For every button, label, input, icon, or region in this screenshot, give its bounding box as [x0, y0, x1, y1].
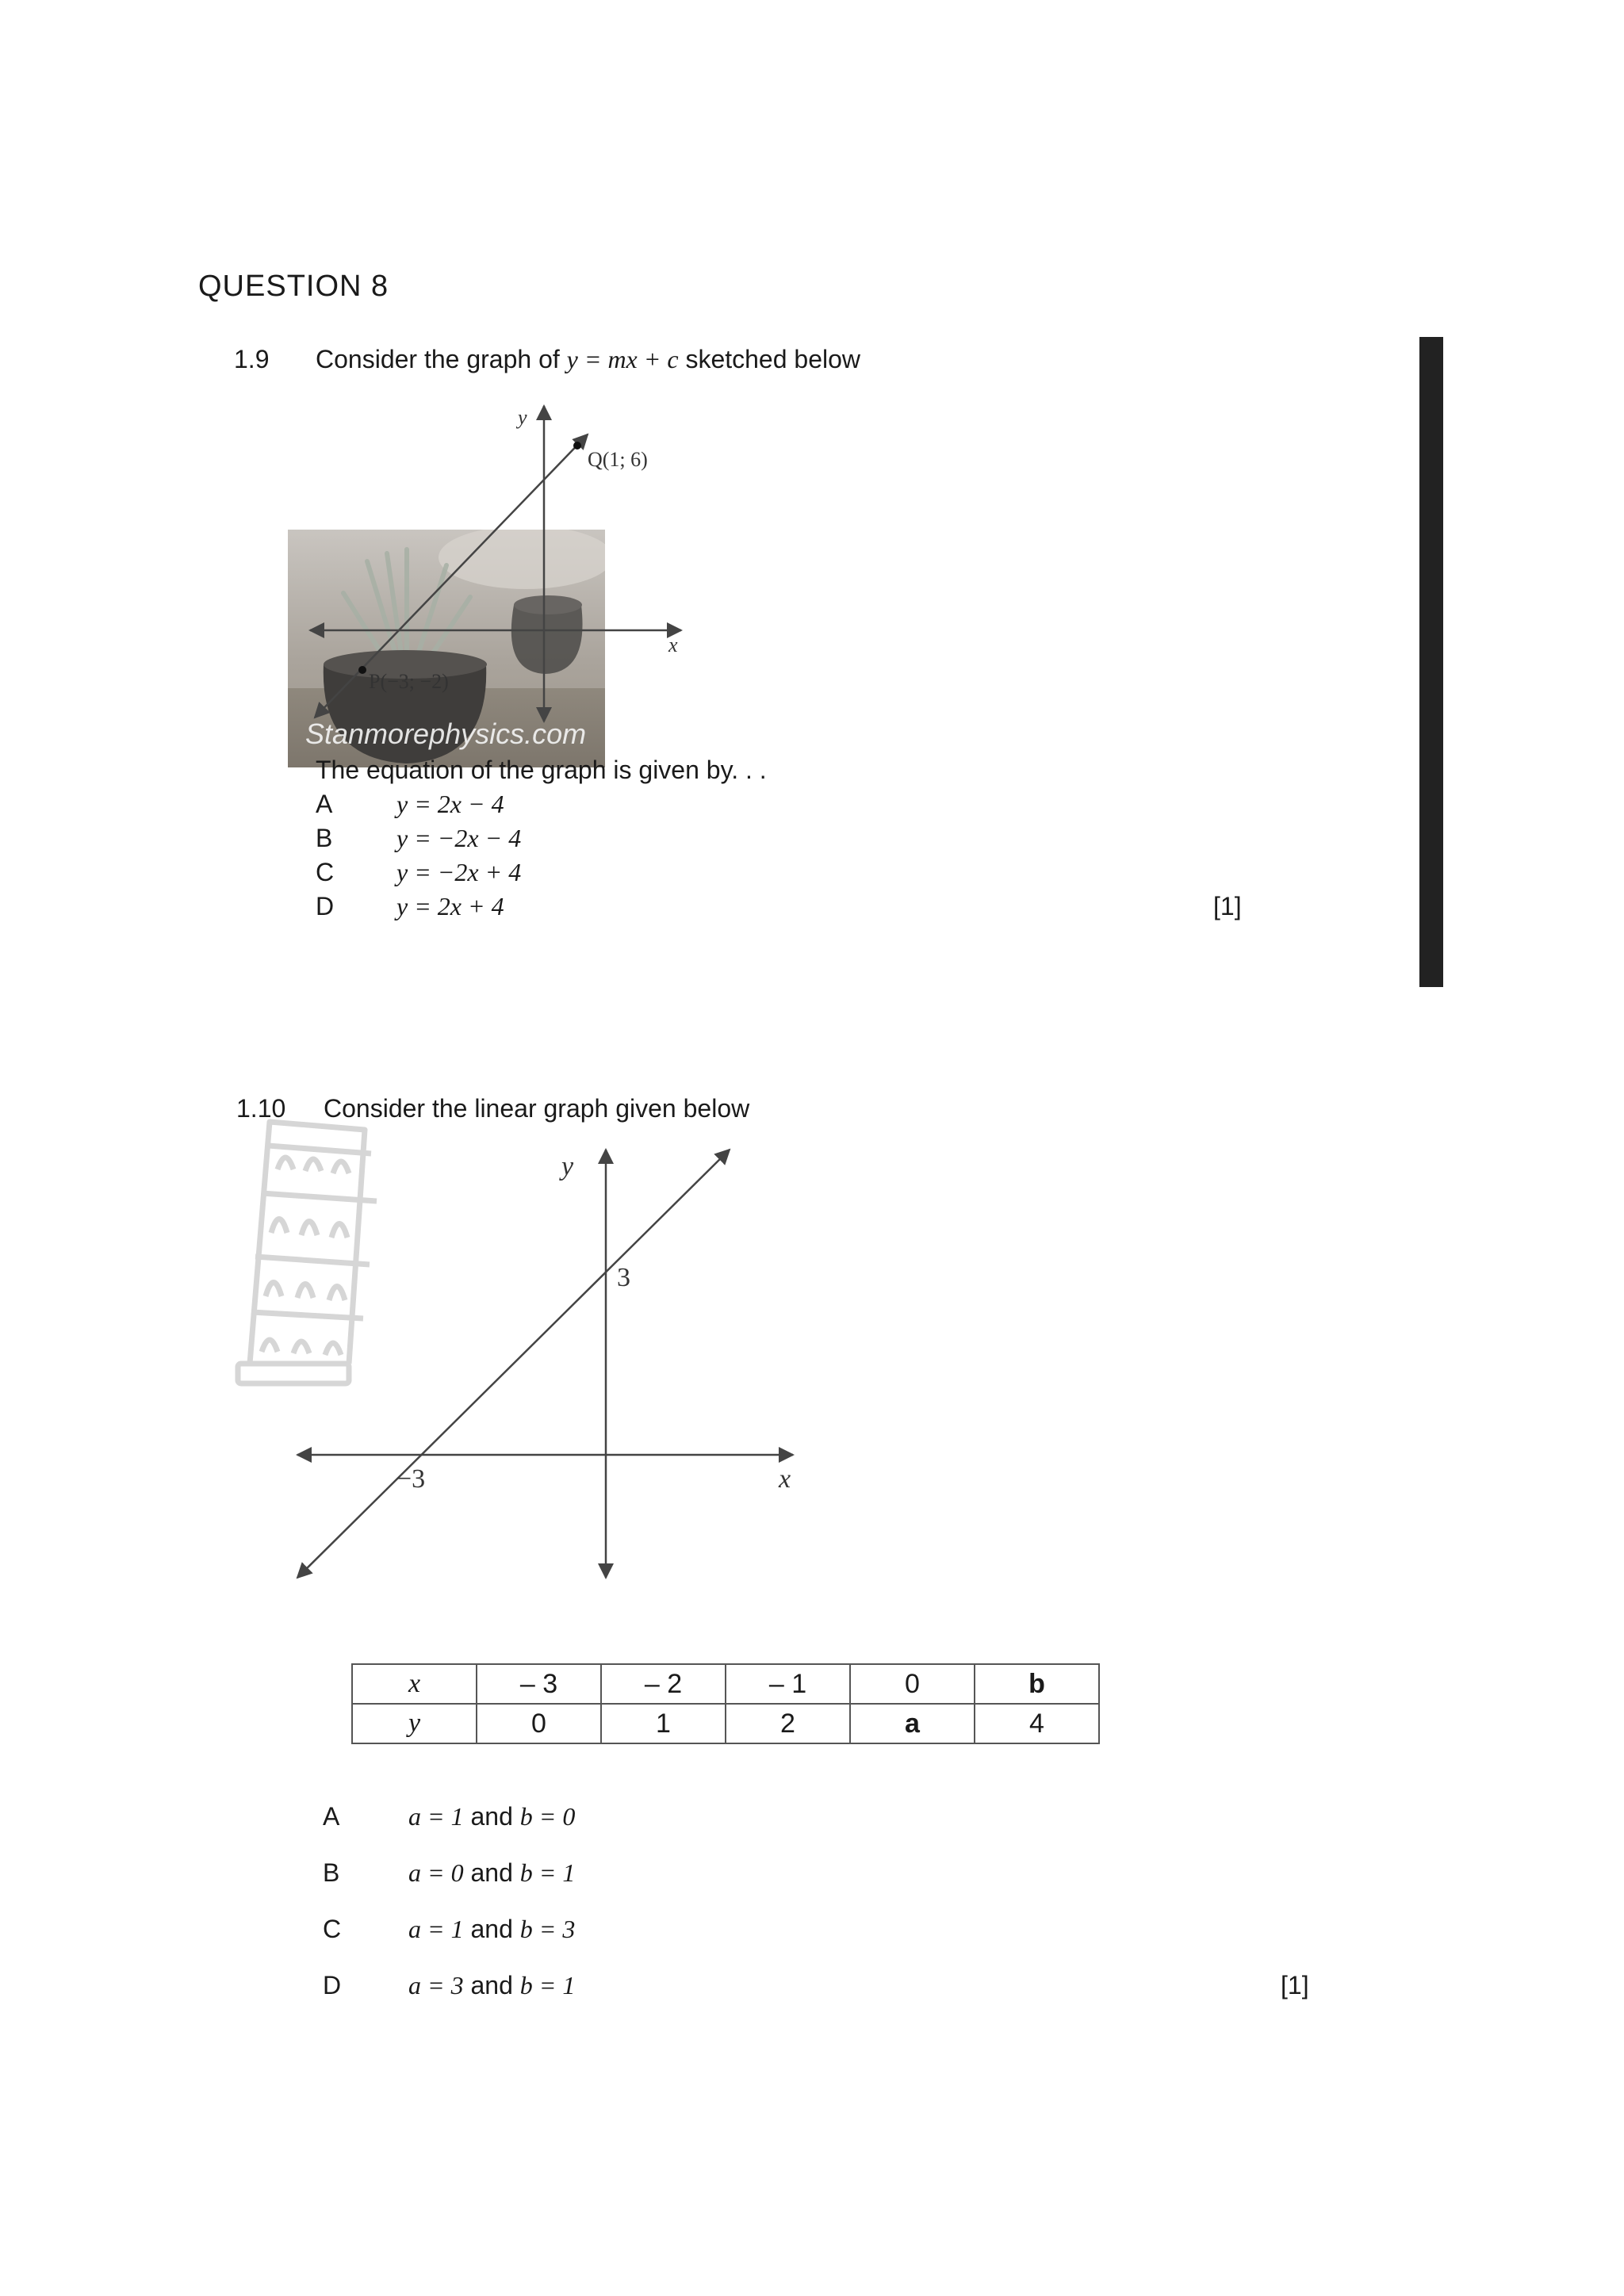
- q1-x-label: x: [668, 633, 678, 656]
- table-cell: 0: [850, 1664, 975, 1704]
- table-cell: 2: [726, 1704, 850, 1743]
- q1-point-p-label: P(−3; −2): [369, 670, 449, 693]
- q1-prompt: Consider the graph of y = mx + c sketched below: [316, 345, 861, 373]
- side-bar: [1419, 337, 1443, 987]
- q2-option-b-letter: B: [323, 1858, 340, 1887]
- table-row-y: [352, 1704, 1099, 1743]
- q1-stem: The equation of the graph is given by. . .: [316, 756, 767, 784]
- q1-option-b-text: y = −2x − 4: [396, 824, 522, 852]
- q2-value-table: [351, 1663, 1100, 1744]
- table-cell: x: [352, 1664, 477, 1704]
- watermark-text: Stanmorephysics.com: [305, 718, 587, 750]
- q2-option-d-letter: D: [323, 1971, 342, 1999]
- q2-option-d-text: a = 3 and b = 1: [408, 1971, 576, 1999]
- table-row-x: [352, 1664, 1099, 1704]
- q1-option-c-text: y = −2x + 4: [396, 858, 522, 886]
- q1-option-a-letter: A: [316, 790, 333, 818]
- table-cell: y: [352, 1704, 477, 1743]
- q2-y-label: y: [561, 1152, 574, 1181]
- q2-line: [297, 1150, 730, 1578]
- q1-option-c-letter: C: [316, 858, 335, 886]
- q1-option-d-text: y = 2x + 4: [396, 892, 504, 920]
- q2-y-intercept-label: 3: [617, 1263, 630, 1292]
- q2-graph: [285, 1142, 809, 1586]
- question-heading: QUESTION 8: [198, 270, 389, 303]
- q1-marks: [1]: [1213, 892, 1242, 920]
- q1-option-a-text: y = 2x − 4: [396, 790, 504, 818]
- q2-prompt: Consider the linear graph given below: [324, 1094, 750, 1123]
- q2-option-a-text: a = 1 and b = 0: [408, 1802, 576, 1831]
- q2-option-c-letter: C: [323, 1915, 342, 1943]
- q2-x-label: x: [779, 1464, 791, 1494]
- table-cell: – 1: [726, 1664, 850, 1704]
- q1-option-d-letter: D: [316, 892, 335, 920]
- q1-point-q: [573, 442, 581, 450]
- table-cell: 4: [975, 1704, 1099, 1743]
- q2-option-b-text: a = 0 and b = 1: [408, 1858, 576, 1887]
- q1-option-b-letter: B: [316, 824, 333, 852]
- table-cell: – 3: [477, 1664, 601, 1704]
- table-cell: 1: [601, 1704, 726, 1743]
- q1-line: [315, 434, 588, 718]
- q1-number: 1.9: [234, 345, 270, 373]
- q1-y-label: y: [518, 406, 527, 429]
- table-cell: 0: [477, 1704, 601, 1743]
- q2-option-c-text: a = 1 and b = 3: [408, 1915, 576, 1943]
- q2-marks: [1]: [1281, 1971, 1309, 1999]
- q1-point-q-label: Q(1; 6): [588, 448, 648, 471]
- q2-number: 1.10: [236, 1094, 286, 1123]
- q2-option-a-letter: A: [323, 1802, 340, 1831]
- q1-point-p: [358, 666, 366, 674]
- q2-x-intercept-label: −3: [396, 1464, 426, 1494]
- table-cell: – 2: [601, 1664, 726, 1704]
- table-cell: a: [850, 1704, 975, 1743]
- table-cell: b: [975, 1664, 1099, 1704]
